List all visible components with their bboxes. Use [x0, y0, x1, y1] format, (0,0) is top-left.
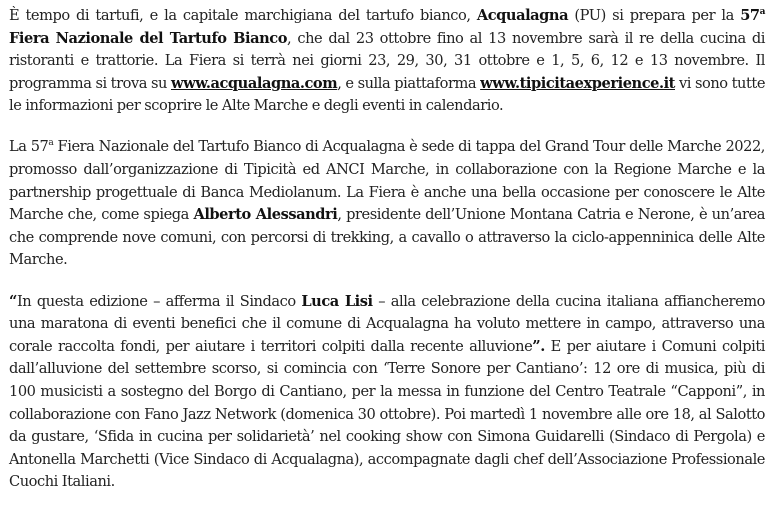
edition-number: 57	[740, 7, 760, 24]
quote-close: ”.	[532, 337, 545, 355]
text-segment: La 57	[9, 138, 49, 156]
link-tipicitaexperience[interactable]: www.tipicitaexperience.it	[480, 74, 675, 92]
paragraph-intro	[9, 5, 765, 118]
town-name: Acqualagna	[476, 7, 569, 24]
ordinal-superscript: a	[759, 7, 766, 18]
paragraph-mayor-quote	[9, 291, 765, 494]
text-segment: (PU) si prepara per la	[568, 7, 741, 24]
text-segment: È tempo di tartufi, e la capitale marchigiana del tartufo bianco,	[9, 7, 477, 24]
link-acqualagna[interactable]: www.acqualagna.com	[170, 74, 338, 92]
text-segment: E per aiutare i Comuni colpiti dall’alluvione del settembre scorso, si comincia con ‘Terre Sonore per Cantiano’: 12 ore di musica, più di 100 musicisti a sostegno del Borgo di Cantiano, per la messa in funzione del Centro Teatrale “Capponi”, in collaborazione con Fano Jazz Network (domenica 30 ottobre). Poi martedì 1 novembre alle ore 18, al Salotto da gustare, ‘Sfida in cucina per solidarietà’ nel cooking show con Simona Guidarelli (Sindaco di Pergola) e Antonella Marchetti (Vice Sindaco di Acqualagna), accompagnate dagli chef dell’Associazione Professionale Cuochi Italiani.	[9, 337, 765, 491]
text-segment: , e sulla piattaforma	[337, 74, 481, 92]
person-name: Alberto Alessandri	[193, 206, 338, 224]
text-segment: In questa edizione – afferma il Sindaco	[16, 292, 302, 310]
paragraph-grand-tour	[9, 136, 765, 272]
text-segment: Fiera Nazionale del Tartufo Bianco di Acqualagna è sede di tappa del Grand Tour delle Marche 2022, promosso dall’organizzazione di Tipicità ed ANCI Marche, in collaborazione con la Regione Marche e la partnership progettuale di Banca Mediolanum. La Fiera è anche una bella occasione per conoscere le Alte Marche che, come spiega	[9, 138, 765, 224]
text-segment: , presidente dell’Unione Montana Catria e Nerone, è un’area che comprende nove comuni, con percorsi di trekking, a cavallo o attraverso la ciclo-appenninica delle Alte Marche.	[9, 206, 765, 269]
text-segment: – alla celebrazione della cucina italiana affiancheremo una maratona di eventi benefici che il comune di Acqualagna ha voluto mettere in campo, attraverso una corale raccolta fondi, per aiutare i territori colpiti dalla recente alluvione	[9, 292, 765, 355]
quote-open: “	[9, 292, 17, 310]
text-segment: , che dal 23 ottobre fino al 13 novembre sarà il re della cucina di ristoranti e trattorie. La Fiera si terrà nei giorni 23, 29, 30, 31 ottobre e 1, 5, 6, 12 e 13 novembre. Il programma si trova su	[9, 29, 765, 92]
fair-name: Fiera Nazionale del Tartufo Bianco	[9, 29, 288, 47]
mayor-name: Luca Lisi	[301, 292, 373, 310]
ordinal-superscript: a	[48, 138, 54, 149]
article-body	[9, 5, 765, 512]
text-segment: vi sono tutte le informazioni per scoprire le Alte Marche e degli eventi in calendario.	[9, 74, 766, 115]
